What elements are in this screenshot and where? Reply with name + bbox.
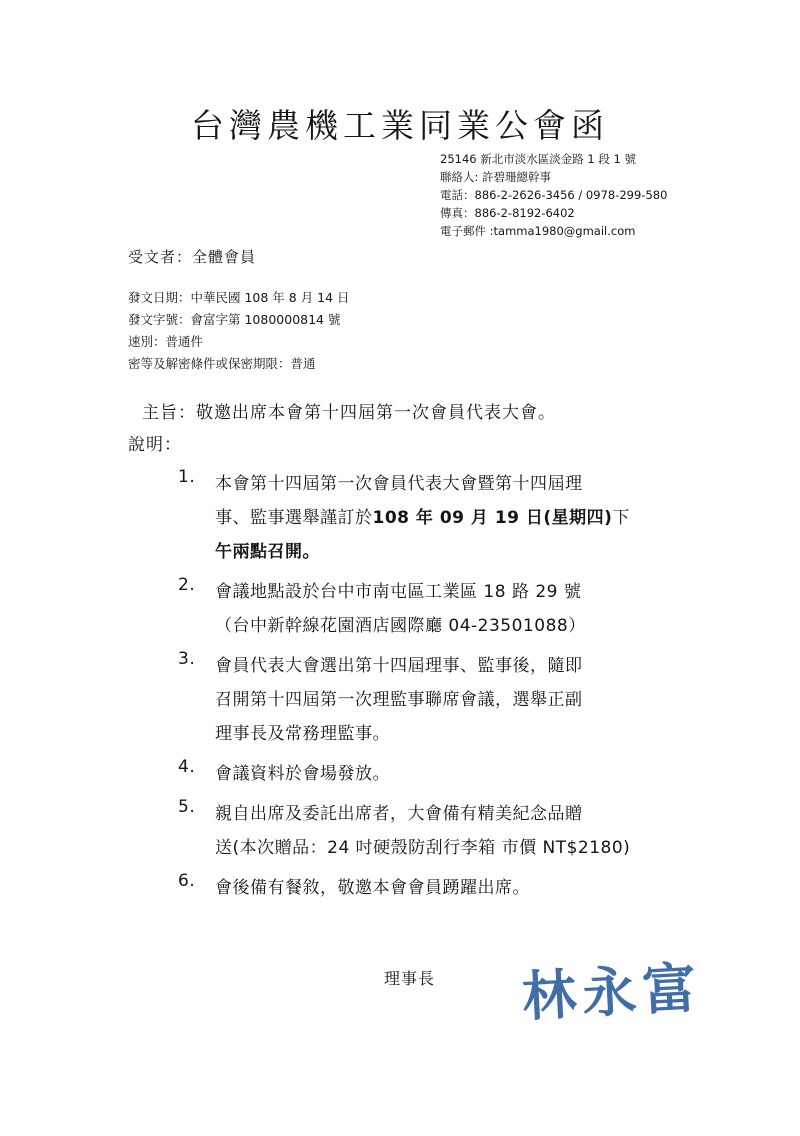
description-label: 說明：	[128, 435, 182, 455]
item-number: 6.	[178, 871, 196, 891]
letter-title: 台灣農機工業同業公會函	[191, 106, 609, 145]
classification: 密等及解密條件或保密期限：普通	[128, 356, 316, 371]
item-line: 理事長及常務理監事。	[215, 724, 390, 744]
list-item	[178, 757, 698, 791]
item-number: 1.	[178, 467, 196, 487]
list-item	[178, 575, 698, 643]
contact-person: 聯絡人: 許碧珊總幹事	[440, 170, 552, 184]
description-list	[178, 467, 698, 911]
item-number: 2.	[178, 575, 196, 595]
meeting-date: 108 年 09 月 19 日(星期四)	[372, 508, 613, 528]
list-item	[178, 649, 698, 751]
item-line: 午兩點召開。	[215, 542, 320, 562]
list-item	[178, 871, 698, 905]
item-line: 會員代表大會選出第十四屆理事、監事後，隨即	[215, 656, 583, 676]
item-number: 3.	[178, 649, 196, 669]
list-item	[178, 467, 698, 569]
list-item	[178, 797, 698, 865]
item-line: 本會第十四屆第一次會員代表大會暨第十四屆理	[215, 474, 583, 494]
item-text: 事、監事選舉謹訂於	[215, 508, 373, 528]
contact-block	[440, 150, 667, 240]
delivery-speed: 速別：普通件	[128, 334, 204, 349]
chairman-signature: 林永富	[520, 955, 704, 1029]
document-number: 發文字號：會富字第 1080000814 號	[128, 312, 341, 327]
document-meta	[128, 287, 350, 375]
item-line: 親自出席及委託出席者，大會備有精美紀念品贈	[215, 804, 583, 824]
item-line: 召開第十四屆第一次理監事聯席會議，選舉正副	[215, 690, 583, 710]
contact-fax: 傳真：886-2-8192-6402	[440, 206, 575, 220]
chairman-title: 理事長	[384, 969, 436, 988]
item-line	[215, 501, 698, 535]
recipient-line: 受文者：全體會員	[128, 248, 257, 266]
item-line: （台中新幹線花園酒店國際廳 04-23501088）	[215, 616, 586, 636]
contact-address: 25146 新北市淡水區淡金路 1 段 1 號	[440, 152, 636, 166]
contact-email: 電子郵件 :tamma1980@gmail.com	[440, 224, 636, 238]
subject-line: 主旨：敬邀出席本會第十四屆第一次會員代表大會。	[142, 403, 556, 423]
issue-date: 發文日期：中華民國 108 年 8 月 14 日	[128, 290, 350, 305]
contact-phone: 電話：886-2-2626-3456 / 0978-299-580	[440, 188, 668, 202]
item-number: 5.	[178, 797, 196, 817]
item-line: 送(本次贈品：24 吋硬殼防刮行李箱 市價 NT$2180)	[215, 838, 631, 858]
item-number: 4.	[178, 757, 196, 777]
item-line: 會議地點設於台中市南屯區工業區 18 路 29 號	[215, 582, 582, 602]
item-text: 下	[612, 508, 630, 528]
item-line: 會議資料於會場發放。	[215, 764, 390, 784]
item-line: 會後備有餐敘，敬邀本會會員踴躍出席。	[215, 878, 530, 898]
